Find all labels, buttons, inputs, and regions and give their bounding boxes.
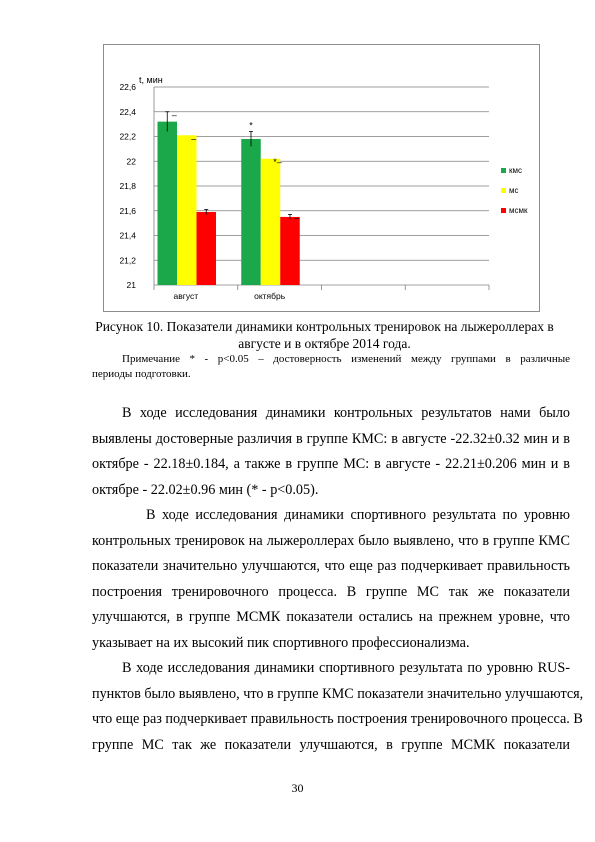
- bar-chart: [103, 44, 540, 312]
- paragraph-line: пунктов было выявлено, что в группе КМС показатели значительно улучшаются,: [92, 685, 584, 702]
- paragraph-line: выявлены достоверные различия в группе КМС: в августе -22.32±0.32 мин и в: [92, 430, 570, 447]
- paragraph-line: В ходе исследования динамики спортивного результата по уровню RUS-: [122, 660, 570, 676]
- y-tick-label: 21,6: [119, 205, 136, 216]
- y-tick-label: 21,8: [119, 181, 136, 191]
- significance-mark: –: [191, 133, 197, 144]
- x-tick-label: август: [173, 291, 199, 301]
- bar-кмс-1: [241, 139, 261, 285]
- page-number: 30: [291, 781, 304, 795]
- chart-canvas: [104, 45, 541, 313]
- legend-swatch-мсмк: [501, 208, 506, 213]
- paragraph-line: В ходе исследования динамики спортивного результата по уровню: [146, 507, 570, 523]
- bar-мс-0: [177, 135, 197, 285]
- paragraph-line: контрольных тренировок на лыжероллерах было выявлено, что в группе КМС: [92, 532, 570, 549]
- y-tick-label: 22,6: [119, 82, 136, 92]
- bar-мсмк-0: [197, 212, 217, 285]
- legend-label-кмс: кмс: [509, 166, 522, 175]
- y-tick-label: 22,4: [119, 106, 136, 117]
- note-line-2: периоды подготовки.: [92, 368, 191, 380]
- y-tick-label: 21,2: [119, 255, 136, 266]
- paragraph-1: [92, 401, 570, 503]
- significance-mark: –: [171, 109, 177, 120]
- paragraph-line: построения тренировочного процесса. В группе МС так же показатели: [92, 583, 570, 600]
- note-line-1: Примечание * - р<0.05 – достоверность изменений между группами в различные: [122, 353, 570, 365]
- paragraph-line: улучшаются, в группе МСМК показатели остались на прежнем уровне, что: [92, 609, 570, 625]
- bar-мсмк-1: [280, 217, 300, 285]
- paragraph-line: В ходе исследования динамики контрольных результатов нами было: [122, 405, 570, 421]
- legend-label-мс: мс: [509, 186, 519, 195]
- y-tick-label: 22: [126, 156, 136, 167]
- y-tick-label: 21: [126, 280, 136, 290]
- figure-note: [92, 352, 570, 382]
- paragraph-line: октябре - 22.18±0.184, а также в группе МС: в августе - 22.21±0.206 мин и в: [92, 456, 570, 472]
- figure-caption: [72, 318, 577, 352]
- paragraph-line: октябре - 22.02±0.96 мин (* - р<0.05).: [92, 481, 319, 498]
- paragraph-line: указывает на их высокий пик спортивного профессионализма.: [92, 634, 470, 651]
- paragraph-line: показатели значительно улучшаются, что еще раз подчеркивает правильность: [92, 558, 570, 574]
- caption-line-1: Рисунок 10. Показатели динамики контрольных тренировок на лыжероллерах в: [95, 319, 554, 334]
- caption-line-2: августе и в октябре 2014 года.: [238, 336, 411, 351]
- paragraph-2: [92, 503, 570, 656]
- paragraph-3: [92, 656, 584, 758]
- paragraph-line: группе МС так же показатели улучшаются, в группе МСМК показатели: [92, 736, 570, 753]
- significance-mark: *: [249, 120, 253, 131]
- bar-мс-1: [261, 156, 282, 285]
- paragraph-line: что еще раз подчеркивает правильность построения тренировочного процесса. В: [92, 711, 583, 727]
- legend-label-мсмк: мсмк: [509, 206, 528, 215]
- legend-swatch-мс: [501, 188, 506, 193]
- y-axis-label: t, мин: [139, 75, 163, 85]
- x-tick-label: октябрь: [254, 291, 286, 301]
- significance-mark: –: [294, 212, 300, 223]
- bar-кмс-0: [158, 122, 178, 285]
- legend-swatch-кмс: [501, 168, 506, 173]
- y-tick-label: 22,2: [119, 131, 136, 142]
- y-tick-label: 21,4: [119, 230, 136, 241]
- significance-mark: *–: [273, 156, 282, 167]
